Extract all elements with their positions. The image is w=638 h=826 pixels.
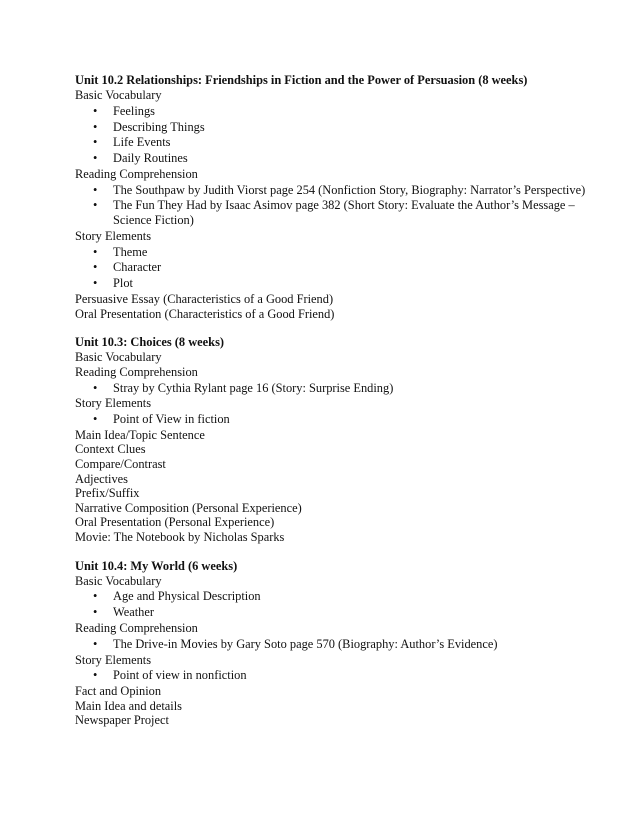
bullet-icon: • bbox=[93, 151, 98, 166]
topic-heading: Story Elements bbox=[75, 652, 152, 667]
topic-heading: Oral Presentation (Characteristics of a Good Friend) bbox=[75, 306, 335, 321]
bullet-text: The Fun They Had by Isaac Asimov page 382 (Short Story: Evaluate the Author’s Message – Science Fiction) bbox=[113, 198, 575, 228]
bullet-icon: • bbox=[93, 119, 98, 134]
bullet-icon: • bbox=[93, 198, 98, 213]
unit-title: Unit 10.2 Relationships: Friendships in Fiction and the Power of Persuasion (8 weeks) bbox=[75, 73, 528, 87]
bullet-icon: • bbox=[93, 244, 98, 259]
bullet-item bbox=[75, 637, 615, 652]
bullet-text: Stray by Cythia Rylant page 16 (Story: Surprise Ending) bbox=[113, 380, 394, 395]
bullet-item bbox=[75, 381, 615, 396]
bullet-list bbox=[75, 245, 615, 291]
bullet-item bbox=[75, 183, 615, 198]
topic-heading: Narrative Composition (Personal Experience) bbox=[75, 500, 302, 515]
bullet-list bbox=[75, 381, 615, 396]
bullet-text: Point of View in fiction bbox=[113, 412, 230, 427]
topic-heading: Movie: The Notebook by Nicholas Sparks bbox=[75, 530, 285, 545]
topic-heading: Adjectives bbox=[75, 471, 128, 486]
topic-heading: Story Elements bbox=[75, 396, 152, 411]
bullet-list bbox=[75, 589, 615, 619]
bullet-text: Plot bbox=[113, 276, 133, 291]
unit-title: Unit 10.4: My World (6 weeks) bbox=[75, 558, 238, 573]
bullet-item bbox=[75, 151, 615, 166]
bullet-list bbox=[75, 183, 615, 228]
topic-heading: Reading Comprehension bbox=[75, 364, 198, 379]
bullet-item bbox=[75, 104, 615, 119]
bullet-text: Life Events bbox=[113, 135, 171, 150]
bullet-item bbox=[75, 135, 615, 150]
bullet-icon: • bbox=[93, 260, 98, 275]
bullet-icon: • bbox=[93, 636, 98, 651]
topic-heading: Main Idea and details bbox=[75, 698, 183, 713]
bullet-text: The Drive-in Movies by Gary Soto page 570 (Biography: Author’s Evidence) bbox=[113, 636, 498, 651]
topic-heading: Fact and Opinion bbox=[75, 684, 162, 699]
topic-heading: Story Elements bbox=[75, 228, 152, 243]
topic-heading: Prefix/Suffix bbox=[75, 486, 140, 501]
bullet-icon: • bbox=[93, 668, 98, 683]
topic-heading: Compare/Contrast bbox=[75, 457, 166, 472]
topic-heading: Basic Vocabulary bbox=[75, 573, 162, 588]
bullet-icon: • bbox=[93, 276, 98, 291]
bullet-list bbox=[75, 104, 615, 166]
topic-heading: Context Clues bbox=[75, 442, 146, 457]
bullet-text: Theme bbox=[113, 244, 148, 259]
document-content bbox=[75, 73, 615, 728]
unit-section bbox=[75, 559, 615, 728]
bullet-icon: • bbox=[93, 103, 98, 118]
bullet-list bbox=[75, 412, 615, 427]
bullet-item bbox=[75, 605, 615, 620]
unit-title: Unit 10.3: Choices (8 weeks) bbox=[75, 335, 225, 350]
bullet-item bbox=[75, 668, 615, 683]
bullet-icon: • bbox=[93, 380, 98, 395]
topic-heading: Reading Comprehension bbox=[75, 166, 198, 181]
topic-heading: Persuasive Essay (Characteristics of a Good Friend) bbox=[75, 291, 334, 306]
bullet-icon: • bbox=[93, 135, 98, 150]
topic-heading: Main Idea/Topic Sentence bbox=[75, 427, 205, 442]
bullet-text: Age and Physical Description bbox=[113, 589, 261, 604]
bullet-item bbox=[75, 412, 615, 427]
bullet-icon: • bbox=[93, 589, 98, 604]
topic-heading: Basic Vocabulary bbox=[75, 88, 162, 102]
bullet-text: Weather bbox=[113, 605, 154, 620]
topic-heading: Basic Vocabulary bbox=[75, 350, 162, 365]
bullet-list bbox=[75, 668, 615, 683]
bullet-item bbox=[75, 276, 615, 291]
bullet-item bbox=[75, 260, 615, 275]
bullet-text: The Southpaw by Judith Viorst page 254 (Nonfiction Story, Biography: Narrator’s Perspective) bbox=[113, 182, 586, 197]
topic-heading: Oral Presentation (Personal Experience) bbox=[75, 515, 275, 530]
bullet-item bbox=[75, 198, 615, 227]
topic-heading: Reading Comprehension bbox=[75, 620, 198, 635]
bullet-text: Feelings bbox=[113, 103, 155, 118]
unit-section bbox=[75, 73, 615, 321]
bullet-icon: • bbox=[93, 182, 98, 197]
unit-section bbox=[75, 335, 615, 544]
bullet-list bbox=[75, 637, 615, 652]
bullet-text: Describing Things bbox=[113, 119, 205, 134]
bullet-icon: • bbox=[93, 605, 98, 620]
bullet-text: Character bbox=[113, 260, 162, 275]
bullet-item bbox=[75, 589, 615, 604]
topic-heading: Newspaper Project bbox=[75, 713, 169, 728]
bullet-item bbox=[75, 245, 615, 260]
bullet-text: Daily Routines bbox=[113, 151, 188, 166]
bullet-text: Point of view in nonfiction bbox=[113, 668, 247, 683]
bullet-item bbox=[75, 120, 615, 135]
bullet-icon: • bbox=[93, 412, 98, 427]
